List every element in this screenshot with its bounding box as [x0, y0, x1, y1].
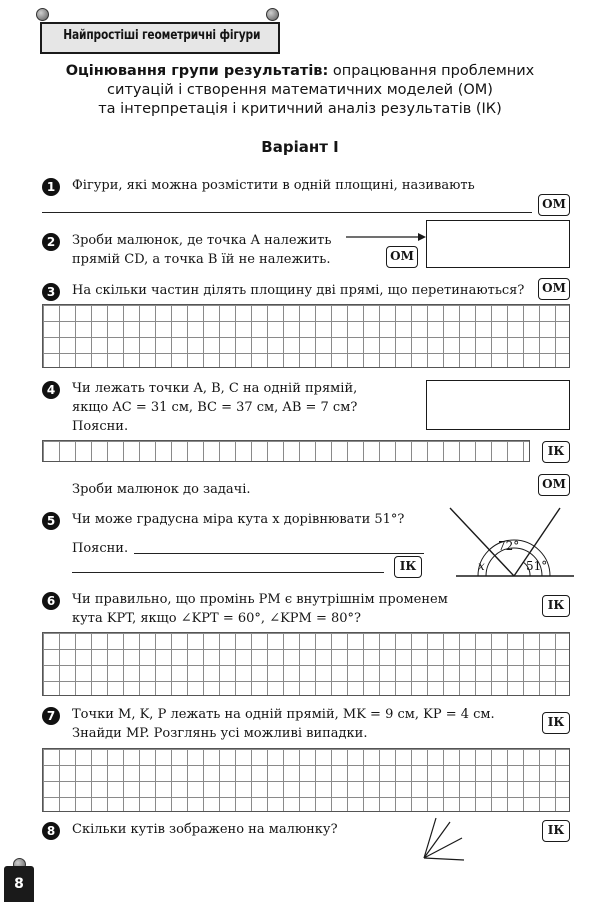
task-number-4: 4 [42, 381, 60, 399]
task-2-line1: Зроби малюнок, де точка A належить [72, 233, 332, 248]
header-line3: та інтерпретація і критичний аналіз результатів (ІК) [98, 101, 502, 117]
task-number-1: 1 [42, 178, 60, 196]
answer-grid-4[interactable] [42, 440, 530, 462]
rays-figure [418, 814, 468, 862]
angle-label-72: 72° [498, 539, 520, 553]
assessment-header [40, 62, 560, 119]
task-number-5: 5 [42, 512, 60, 530]
om-tag: ОМ [386, 246, 418, 268]
answer-line-5a[interactable] [134, 553, 424, 554]
answer-line-1[interactable] [42, 212, 532, 213]
drawing-box-2[interactable] [426, 220, 570, 268]
answer-grid-7[interactable] [42, 748, 570, 812]
page-number: 8 [4, 866, 34, 902]
header-line1: опрацювання проблемних [328, 63, 535, 79]
angle-label-x: x [478, 559, 485, 573]
ray-2 [424, 822, 450, 858]
task-7-line2: Знайди MP. Розглянь усі можливі випадки. [72, 726, 368, 741]
ik-tag: ІК [394, 556, 422, 578]
variant-title: Варіант I [261, 138, 339, 156]
om-tag: ОМ [538, 474, 570, 496]
om-tag: ОМ [538, 278, 570, 300]
angle-label-51: 51° [526, 559, 548, 573]
header-line2: ситуацій і створення математичних моделей (ОМ) [107, 82, 493, 98]
task-number-3: 3 [42, 283, 60, 301]
om-tag: ОМ [538, 194, 570, 216]
task-1-text: Фігури, які можна розмістити в одній площині, називають [72, 178, 475, 193]
section-banner [40, 22, 280, 54]
task-3-text: На скільки частин ділять площину дві прямі, що перетинаються? [72, 283, 525, 298]
task-number-2: 2 [42, 233, 60, 251]
ik-tag: ІК [542, 820, 570, 842]
task-6-line1: Чи правильно, що промінь PM є внутрішнім променем [72, 592, 448, 607]
arrow-icon [344, 230, 428, 244]
drawing-box-4[interactable] [426, 380, 570, 430]
pin-right-icon [266, 8, 279, 21]
task-number-8: 8 [42, 822, 60, 840]
answer-grid-6[interactable] [42, 632, 570, 696]
task-4-draw: Зроби малюнок до задачі. [72, 482, 251, 497]
task-4-line2: якщо AC = 31 см, BC = 37 см, AB = 7 см? [72, 400, 358, 415]
task-4-line1: Чи лежать точки A, B, C на одній прямій, [72, 381, 358, 396]
ik-tag: ІК [542, 595, 570, 617]
task-4-line3: Поясни. [72, 419, 129, 434]
task-2-line2: прямій CD, а точка B їй не належить. [72, 252, 331, 267]
task-8-text: Скільки кутів зображено на малюнку? [72, 822, 338, 837]
ray-4 [424, 858, 464, 860]
task-5-explain: Поясни. [72, 541, 129, 556]
ik-tag: ІК [542, 712, 570, 734]
pin-left-icon [36, 8, 49, 21]
header-bold: Оцінювання групи результатів: [65, 63, 329, 79]
task-7-line1: Точки M, K, P лежать на одній прямій, MK = 9 см, KP = 4 см. [72, 707, 495, 722]
task-6-line2: кута KPT, якщо ∠KPT = 60°, ∠KPM = 80°? [72, 611, 362, 626]
task-number-7: 7 [42, 707, 60, 725]
answer-grid-3[interactable] [42, 304, 570, 368]
task-5-text: Чи може градусна міра кута x дорівнювати 51°? [72, 512, 405, 527]
answer-line-5b[interactable] [72, 572, 384, 573]
ik-tag: ІК [542, 441, 570, 463]
section-title: Найпростіші геометричні фігури [63, 28, 261, 43]
task-number-6: 6 [42, 592, 60, 610]
